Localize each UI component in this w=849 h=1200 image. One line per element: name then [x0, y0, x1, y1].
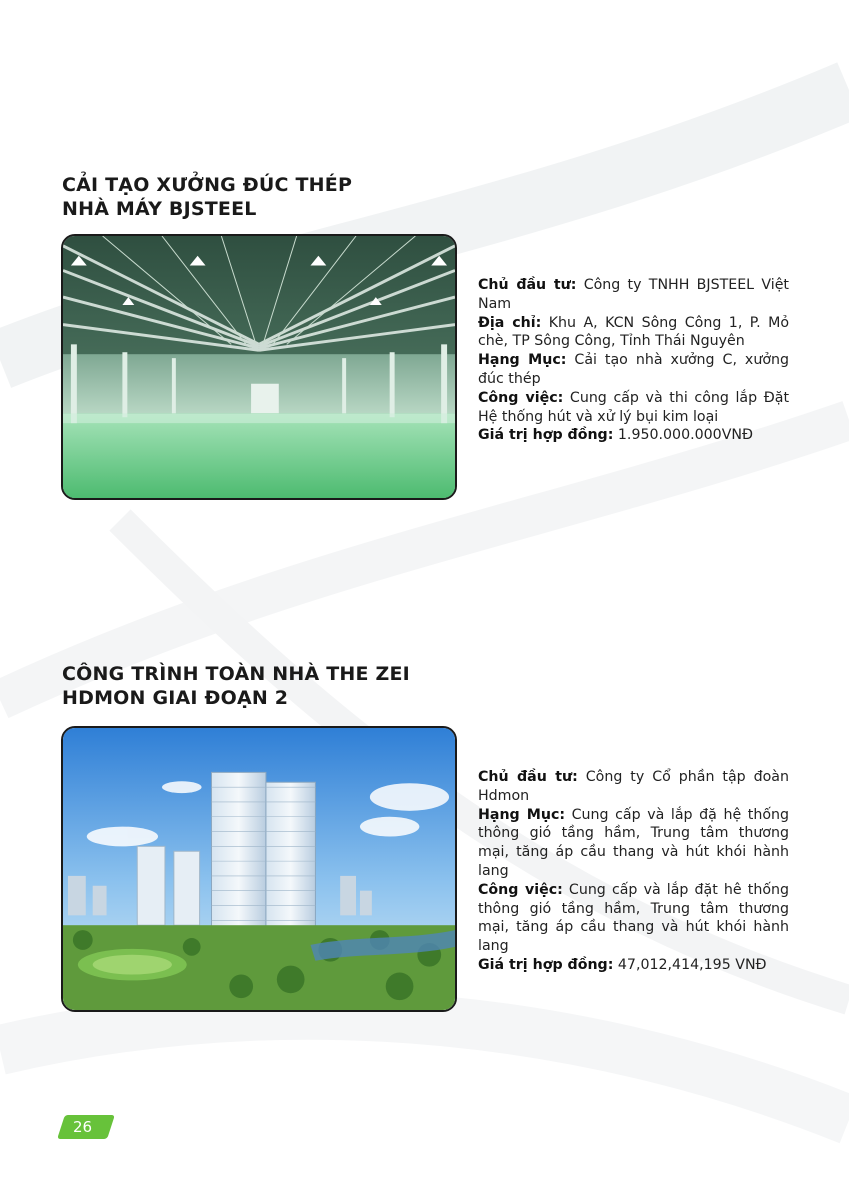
detail-row [478, 881, 789, 956]
detail-value: Cung cấp và lắp đặ hệ thống thông gió tầng hầm, Trung tâm thương mại, tăng áp cầu thang và hút khói hành lang [478, 806, 789, 879]
project-title-line: CẢI TẠO XƯỞNG ĐÚC THÉP [62, 174, 353, 196]
project-title-line: NHÀ MÁY BJSTEEL [62, 198, 257, 220]
project-title [62, 662, 410, 710]
detail-row [478, 768, 789, 806]
project-photo-factory [61, 234, 457, 500]
detail-label: Công việc: [478, 389, 564, 406]
detail-value: 1.950.000.000VNĐ [617, 427, 754, 444]
project-details [478, 768, 789, 975]
detail-label: Giá trị hợp đồng: [478, 956, 614, 973]
detail-row [478, 806, 789, 881]
project-title-line: CÔNG TRÌNH TOÀN NHÀ THE ZEI [62, 663, 410, 685]
detail-value: Công ty Cổ phần tập đoàn Hdmon [478, 769, 789, 804]
detail-row [478, 426, 789, 445]
factory-interior-image [63, 236, 455, 498]
project-title-line: HDMON GIAI ĐOẠN 2 [62, 687, 289, 709]
detail-label: Hạng Mục: [478, 352, 567, 369]
detail-value: Cung cấp và lắp đặt hê thống thông gió tầng hầm, Trung tâm thương mại, tăng áp cầu thang và hút khói hành lang [478, 881, 790, 955]
detail-row [478, 276, 789, 314]
project-photo-building [61, 726, 457, 1012]
detail-label: Công việc: [478, 881, 563, 898]
detail-row [478, 956, 789, 975]
detail-row [478, 351, 789, 389]
detail-value: Cung cấp và thi công lắp Đặt Hệ thống hút và xử lý bụi kim loại [478, 389, 790, 425]
detail-value: Khu A, KCN Sông Công 1, P. Mỏ chè, TP Sông Công, Tỉnh Thái Nguyên [478, 314, 790, 350]
detail-label: Giá trị hợp đồng: [478, 427, 614, 444]
detail-row [478, 389, 789, 427]
detail-label: Chủ đầu tư: [478, 277, 577, 293]
page-number: 26 [73, 1118, 93, 1136]
detail-label: Địa chỉ: [478, 314, 542, 331]
detail-label: Hạng Mục: [478, 806, 566, 823]
detail-row [478, 314, 789, 352]
project-title [62, 173, 352, 221]
detail-label: Chủ đầu tư: [478, 769, 578, 785]
detail-value: Công ty TNHH BJSTEEL Việt Nam [478, 277, 789, 312]
detail-value: Cải tạo nhà xưởng C, xưởng đúc thép [478, 352, 789, 387]
high-rise-building-image [63, 728, 455, 1010]
detail-value: 47,012,414,195 VNĐ [617, 956, 767, 973]
project-details [478, 276, 789, 445]
